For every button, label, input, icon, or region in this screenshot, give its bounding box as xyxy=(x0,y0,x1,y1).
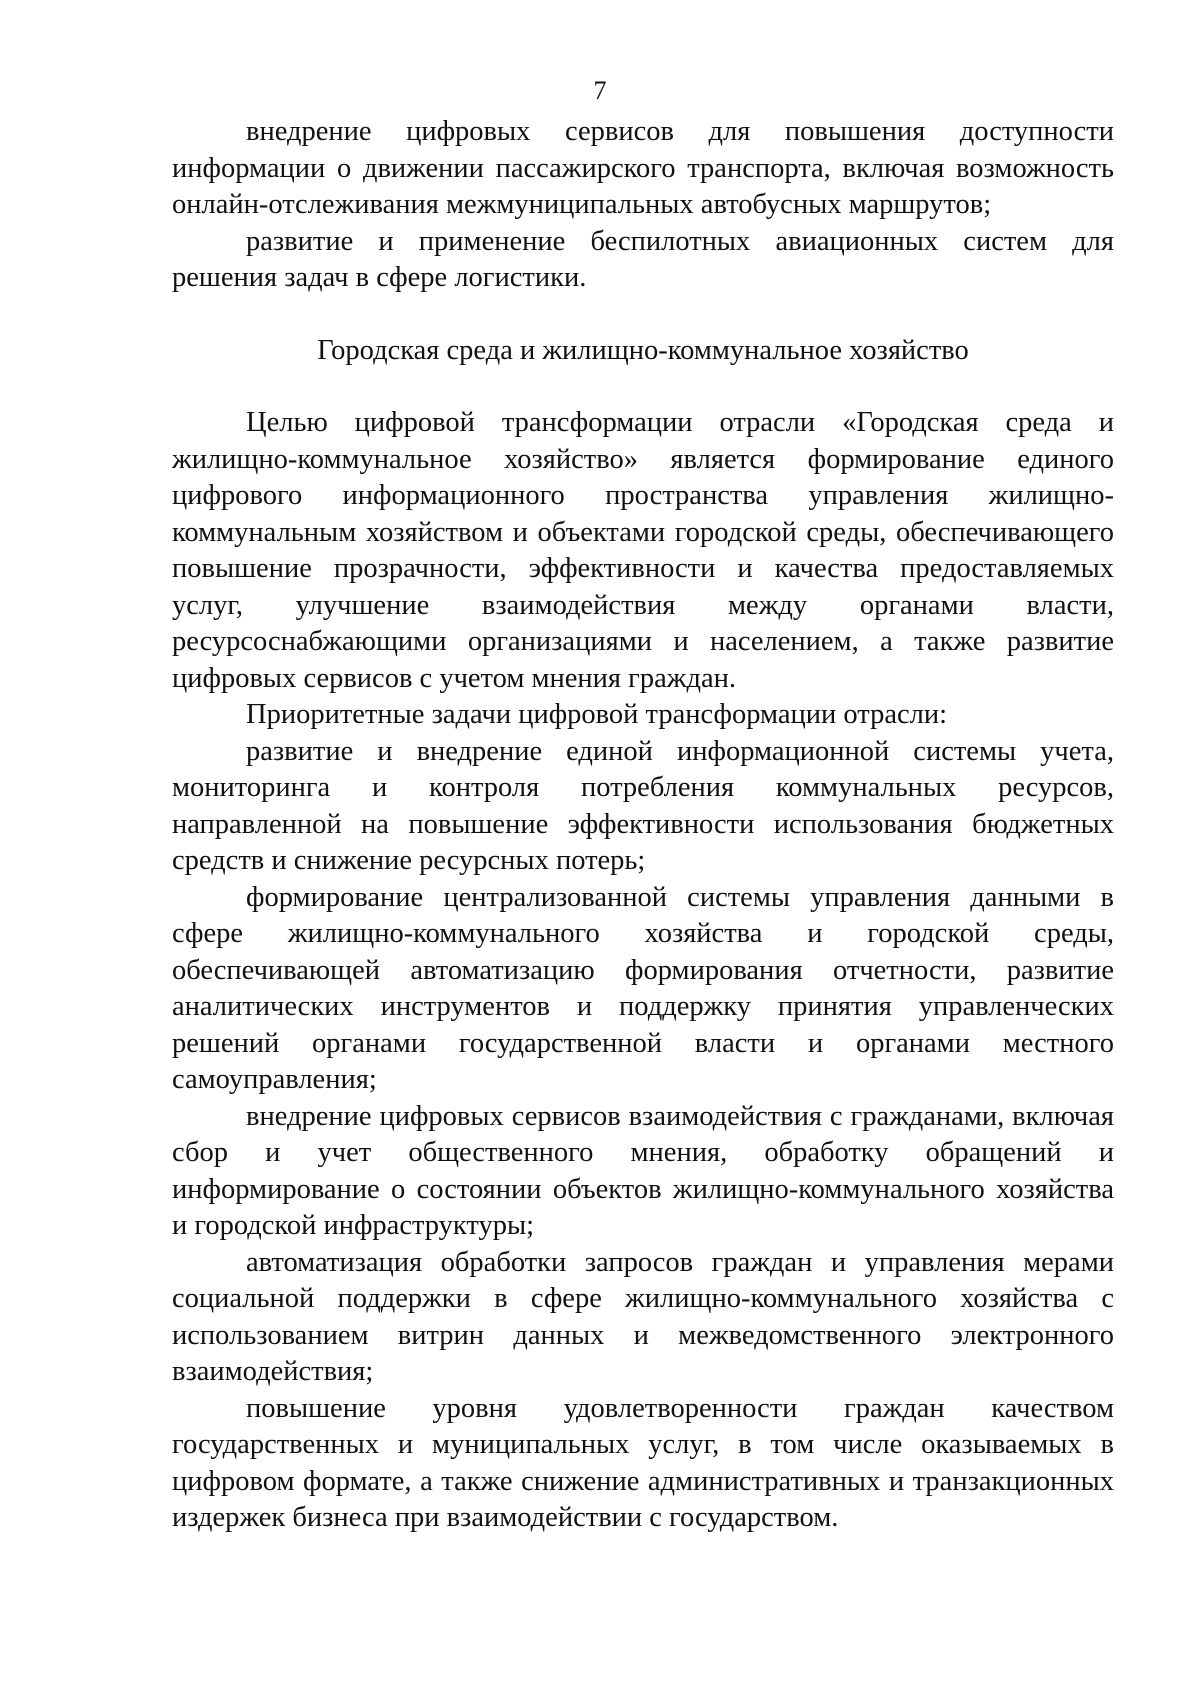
page-number: 7 xyxy=(593,76,607,105)
paragraph-priority-citizen-services: внедрение цифровых сервисов взаимодействия с гражданами, включая сбор и учет общественного мнения, обработку обращений и информирование о состоянии объектов жилищно-коммунального хозяйства и городской инфраструктуры; xyxy=(172,1100,1114,1241)
paragraph-priorities-intro: Приоритетные задачи цифровой трансформации отрасли: xyxy=(246,699,948,730)
paragraph-priority-data-management: формирование централизованной системы управления данными в сфере жилищно-коммунального хозяйства и городской среды, обеспечивающей автоматизацию формирования отчетности, развитие аналитических инструментов и поддержку принятия управленческих решений органами государственной власти и органами местного самоуправления; xyxy=(172,881,1114,1095)
paragraph-transport-digital-services: внедрение цифровых сервисов для повышения доступности информации о движении пассажирского транспорта, включая возможность онлайн-отслеживания межмуниципальных автобусных маршрутов; xyxy=(172,116,1114,220)
section-heading: Городская среда и жилищно-коммунальное хозяйство xyxy=(317,334,969,366)
document-body xyxy=(172,114,1114,1537)
paragraph-drones-logistics: развитие и применение беспилотных авиационных систем для решения задач в сфере логистики. xyxy=(172,225,1114,293)
paragraph-priority-satisfaction: повышение уровня удовлетворенности граждан качеством государственных и муниципальных услуг, в том числе оказываемых в цифровом формате, а также снижение административных и транзакционных издержек бизнеса при взаимодействии с государством. xyxy=(172,1392,1114,1533)
paragraph-priority-social-support: автоматизация обработки запросов граждан и управления мерами социальной поддержки в сфере жилищно-коммунального хозяйства с использованием витрин данных и межведомственного электронного взаимодействия; xyxy=(172,1246,1114,1387)
paragraph-goal: Целью цифровой трансформации отрасли «Городская среда и жилищно-коммунальное хозяйство» является формирование единого цифрового информационного пространства управления жилищно-коммунальным хозяйством и объектами городской среды, обеспечивающего повышение прозрачности, эффективности и качества предоставляемых услуг, улучшение взаимодействия между органами власти, ресурсоснабжающими организациями и населением, а также развитие цифровых сервисов с учетом мнения граждан. xyxy=(172,407,1114,694)
paragraph-priority-resource-accounting: развитие и внедрение единой информационной системы учета, мониторинга и контроля потребления коммунальных ресурсов, направленной на повышение эффективности использования бюджетных средств и снижение ресурсных потерь; xyxy=(172,735,1114,876)
